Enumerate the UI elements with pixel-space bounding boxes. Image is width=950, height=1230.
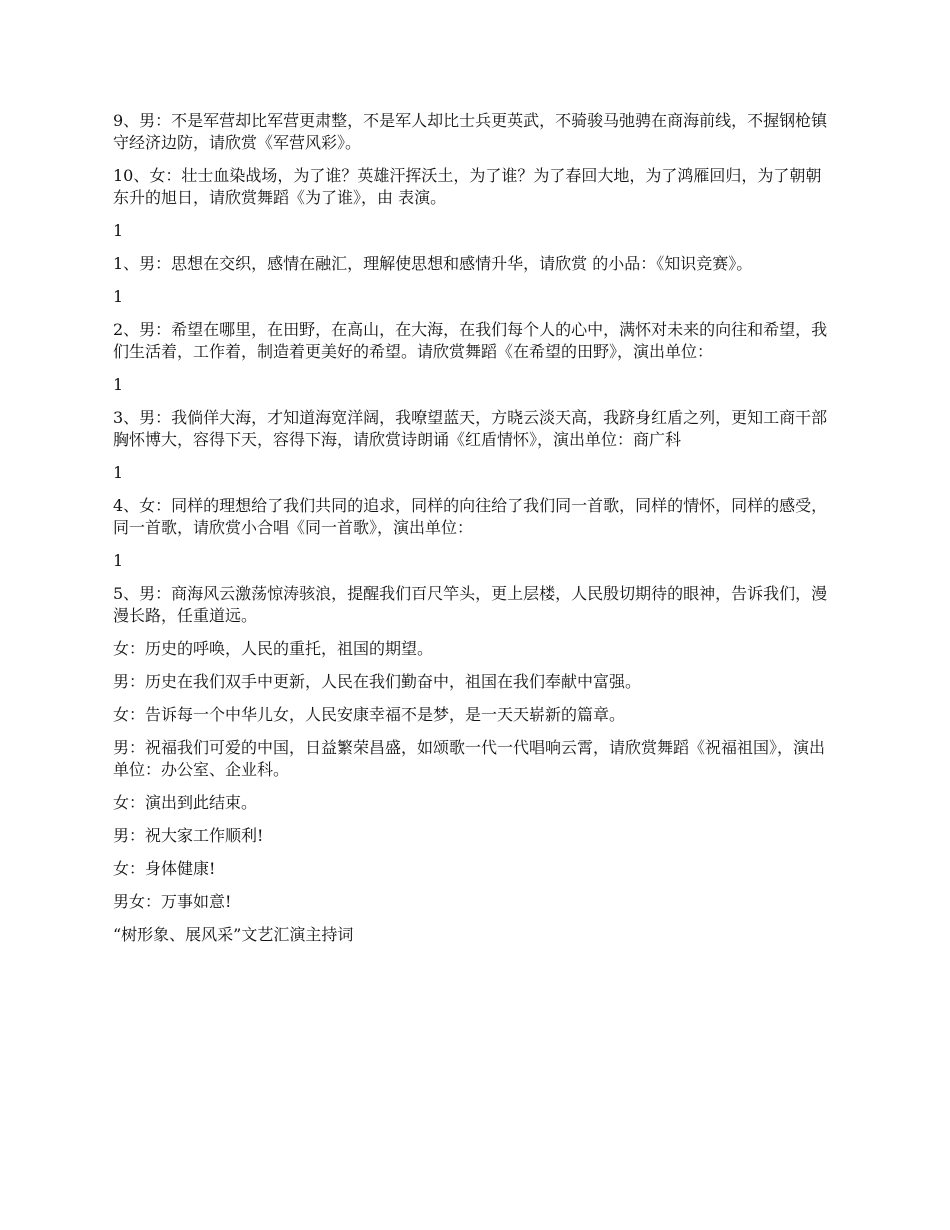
paragraph: 4、女：同样的理想给了我们共同的追求，同样的向往给了我们同一首歌，同样的情怀，同样的感受，同一首歌，请欣赏小合唱《同一首歌》，演出单位： [113,496,828,537]
paragraph: 女：演出到此结束。 [113,793,258,812]
paragraph: 1 [113,287,124,306]
document-title: “树形象、展风采”文艺汇演主持词 [113,925,354,944]
paragraph: 3、男：我倘佯大海，才知道海宽洋阔，我嘹望蓝天，方晓云淡天高，我跻身红盾之列，更知工商干部胸怀博大，容得下天，容得下海，请欣赏诗朗诵《红盾情怀》，演出单位：商广科 [113,408,828,449]
paragraph: 2、男：希望在哪里，在田野，在高山，在大海，在我们每个人的心中，满怀对未来的向往和希望，我们生活着，工作着，制造着更美好的希望。请欣赏舞蹈《在希望的田野》，演出单位： [113,320,828,361]
paragraph: 男：祝福我们可爱的中国，日益繁荣昌盛，如颂歌一代一代唱响云霄，请欣赏舞蹈《祝福祖国》，演出单位：办公室、企业科。 [113,738,826,779]
paragraph: 5、男：商海风云激荡惊涛骇浪，提醒我们百尺竿头，更上层楼，人民殷切期待的眼神，告诉我们，漫漫长路，任重道远。 [113,584,828,625]
paragraph: 1、男：思想在交织，感情在融汇，理解使思想和感情升华，请欣赏 的小品：《知识竞赛》。 [113,254,753,273]
paragraph: 男：祝大家工作顺利! [113,826,264,845]
paragraph: 男女：万事如意! [113,892,232,911]
paragraph: 9、男：不是军营却比军营更肃整，不是军人却比士兵更英武，不骑骏马弛骋在商海前线，不握钢枪镇守经济边防，请欣赏《军营风彩》。 [113,111,828,152]
paragraph: 女：告诉每一个中华儿女，人民安康幸福不是梦，是一天天崭新的篇章。 [113,705,626,724]
document-body [113,110,833,957]
paragraph: 1 [113,551,124,570]
paragraph: 1 [113,375,124,394]
paragraph: 1 [113,463,124,482]
paragraph: 1 [113,221,124,240]
paragraph: 女：身体健康! [113,859,216,878]
paragraph: 男：历史在我们双手中更新，人民在我们勤奋中，祖国在我们奉献中富强。 [113,672,642,691]
paragraph: 10、女：壮士血染战场，为了谁？英雄汗挥沃土，为了谁？为了春回大地，为了鸿雁回归，为了朝朝东升的旭日，请欣赏舞蹈《为了谁》，由 表演。 [113,166,822,207]
paragraph: 女：历史的呼唤，人民的重托，祖国的期望。 [113,639,434,658]
